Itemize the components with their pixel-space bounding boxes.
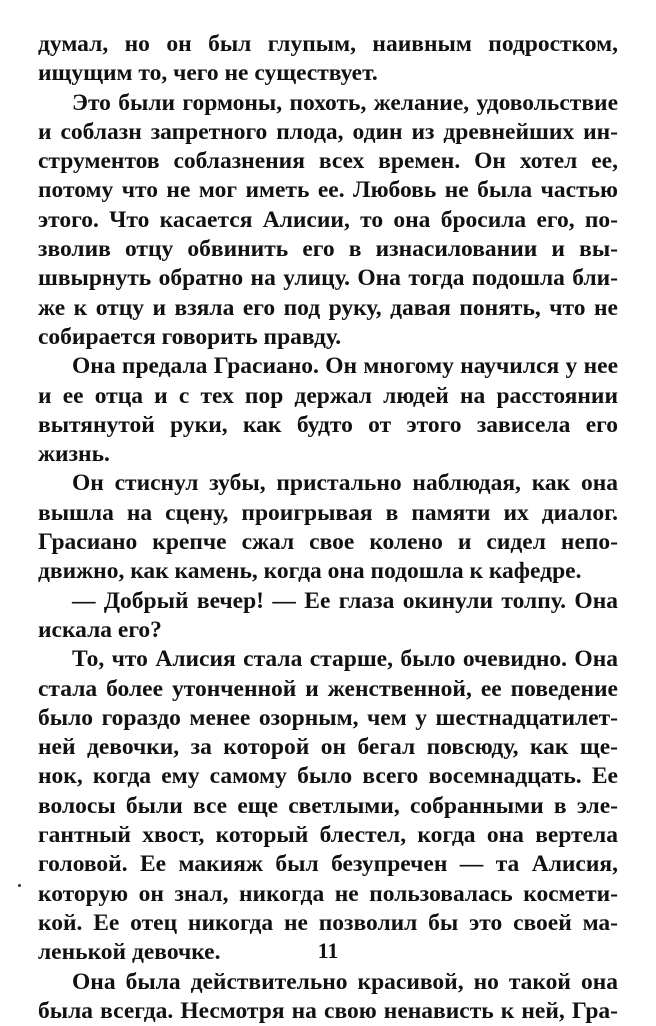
paragraph (38, 587, 618, 646)
paragraph (38, 352, 618, 469)
text-line: которую он знал, никогда не пользовалась космети- (38, 880, 618, 909)
text-line: вышла на сцену, проигрывая в памяти их диалог. (38, 499, 618, 528)
text-line: Она предала Грасиано. Он многому научился у нее (38, 352, 618, 381)
text-line: Это были гормоны, похоть, желание, удовольствие (38, 89, 618, 118)
paragraph (38, 89, 618, 353)
text-line: — Добрый вечер! — Ее глаза окинули толпу. Она (38, 587, 618, 616)
print-speck (18, 884, 21, 887)
text-line: нок, когда ему самому было всего восемнадцать. Ее (38, 762, 618, 791)
text-line: швырнуть обратно на улицу. Она тогда подошла бли- (38, 264, 618, 293)
text-line: стала более утонченной и женственной, ее поведение (38, 675, 618, 704)
text-line: Он стиснул зубы, пристально наблюдая, как она (38, 469, 618, 498)
text-line: и ее отца и с тех пор держал людей на расстоянии (38, 382, 618, 411)
paragraph (38, 30, 618, 89)
text-line: волосы были все еще светлыми, собранными в эле- (38, 792, 618, 821)
text-line: гантный хвост, который блестел, когда она вертела (38, 821, 618, 850)
text-line: Она была действительно красивой, но такой она (38, 968, 618, 997)
text-line: было гораздо менее озорным, чем у шестнадцатилет- (38, 704, 618, 733)
text-line: ленькой девочке. (38, 938, 618, 967)
text-line: жизнь. (38, 440, 618, 469)
page-number: 11 (0, 938, 656, 964)
text-line: головой. Ее макияж был безупречен — та Алисия, (38, 850, 618, 879)
text-line: была всегда. Несмотря на свою ненависть к ней, Гра- (38, 997, 618, 1026)
text-line: То, что Алисия стала старше, было очевидно. Она (38, 645, 618, 674)
text-line: и соблазн запретного плода, один из древнейших ин- (38, 118, 618, 147)
text-line: движно, как камень, когда она подошла к кафедре. (38, 557, 618, 586)
text-line: же к отцу и взяла его под руку, давая понять, что не (38, 294, 618, 323)
text-line: вытянутой руки, как будто от этого зависела его (38, 411, 618, 440)
text-line: ищущим то, чего не существует. (38, 59, 618, 88)
text-line: струментов соблазнения всех времен. Он хотел ее, (38, 147, 618, 176)
paragraph (38, 469, 618, 586)
text-line: искала его? (38, 616, 618, 645)
paragraph (38, 645, 618, 967)
text-line: ней девочки, за которой он бегал повсюду, как ще- (38, 733, 618, 762)
text-line: Грасиано крепче сжал свое колено и сидел непо- (38, 528, 618, 557)
text-line: думал, но он был глупым, наивным подростком, (38, 30, 618, 59)
page-body (38, 30, 618, 1026)
text-line: собирается говорить правду. (38, 323, 618, 352)
text-line: кой. Ее отец никогда не позволил бы это своей ма- (38, 909, 618, 938)
text-line: потому что не мог иметь ее. Любовь не была частью (38, 176, 618, 205)
paragraph (38, 968, 618, 1026)
text-line: этого. Что касается Алисии, то она бросила его, по- (38, 206, 618, 235)
text-line: зволив отцу обвинить его в изнасиловании и вы- (38, 235, 618, 264)
